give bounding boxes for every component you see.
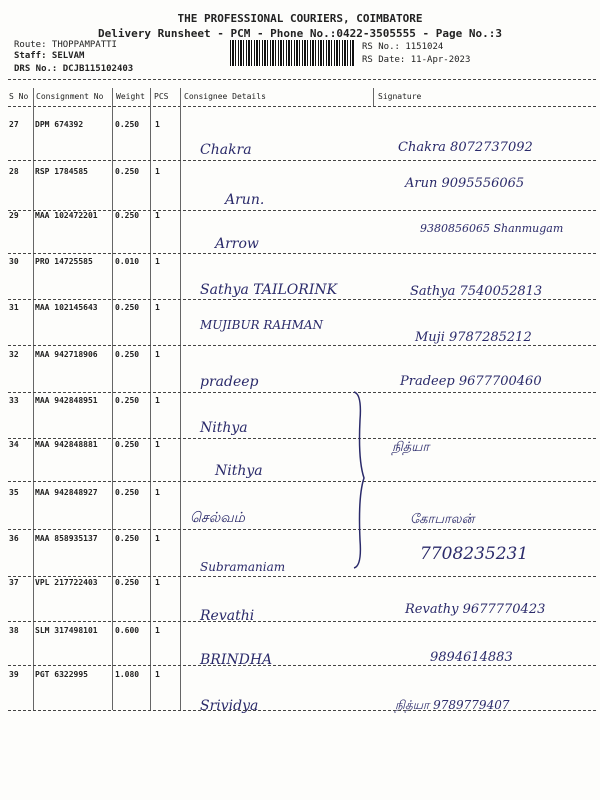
row-weight: 0.250 (115, 120, 140, 129)
col-divider (150, 88, 151, 710)
col-header-sno: S No (9, 92, 29, 101)
consignee-name: Revathi (200, 608, 255, 624)
row-separator (8, 481, 596, 482)
row-sno: 38 (9, 626, 19, 635)
row-separator (8, 160, 596, 161)
signature: 7708235231 (420, 544, 529, 564)
col-divider (180, 88, 181, 710)
signature: நித்யா (392, 440, 430, 455)
signature: Pradeep 9677700460 (400, 374, 542, 389)
row-consignment: MAA 102145643 (35, 303, 98, 312)
barcode (230, 40, 355, 66)
row-separator (8, 576, 596, 577)
row-consignment: PRO 14725585 (35, 257, 93, 266)
row-sno: 35 (9, 488, 19, 497)
col-header-consignment: Consignment No (36, 92, 104, 101)
row-pcs: 1 (155, 350, 160, 359)
row-consignment: DPM 674392 (35, 120, 84, 129)
row-sno: 29 (9, 211, 19, 220)
row-pcs: 1 (155, 488, 160, 497)
row-weight: 0.250 (115, 578, 140, 587)
consignee-name: Subramaniam (200, 560, 286, 574)
row-separator (8, 392, 596, 393)
staff-label: Staff: SELVAM (14, 51, 85, 61)
row-weight: 1.080 (115, 670, 140, 679)
col-header-consignee: Consignee Details (184, 92, 266, 101)
header-rule-bottom (8, 106, 596, 107)
col-header-weight: Weight (116, 92, 145, 101)
row-consignment: MAA 102472201 (35, 211, 98, 220)
row-weight: 0.250 (115, 303, 140, 312)
row-separator (8, 665, 596, 666)
row-sno: 28 (9, 167, 19, 176)
row-consignment: VPL 217722403 (35, 578, 98, 587)
row-pcs: 1 (155, 578, 160, 587)
row-separator (8, 529, 596, 530)
consignee-name: Sathya TAILORINK (200, 282, 338, 298)
row-consignment: MAA 942848951 (35, 396, 98, 405)
row-sno: 37 (9, 578, 19, 587)
signature: கோபாலன் (410, 512, 475, 527)
col-header-signature: Signature (378, 92, 422, 101)
row-sno: 39 (9, 670, 19, 679)
row-consignment: MAA 942848927 (35, 488, 98, 497)
row-separator (8, 710, 596, 711)
consignee-name: Nithya (200, 420, 248, 436)
row-pcs: 1 (155, 670, 160, 679)
rs-no-label: RS No.: 1151024 (362, 42, 444, 52)
row-pcs: 1 (155, 211, 160, 220)
consignee-name: BRINDHA (200, 652, 273, 668)
row-consignment: MAA 858935137 (35, 534, 98, 543)
consignee-name: Chakra (200, 142, 252, 158)
consignee-name: Arrow (215, 236, 259, 252)
row-pcs: 1 (155, 626, 160, 635)
consignee-name: Nithya (215, 463, 263, 479)
signature: 9894614883 (430, 650, 513, 665)
row-weight: 0.250 (115, 488, 140, 497)
rs-date-label: RS Date: 11-Apr-2023 (362, 55, 471, 65)
row-pcs: 1 (155, 440, 160, 449)
row-separator (8, 438, 596, 439)
signature: Muji 9787285212 (415, 330, 532, 345)
route-label: Route: THOPPAMPATTI (14, 40, 117, 50)
consignee-name: செல்வம் (190, 510, 245, 526)
row-separator (8, 253, 596, 254)
signature: Sathya 7540052813 (410, 284, 543, 299)
row-pcs: 1 (155, 534, 160, 543)
row-weight: 0.010 (115, 257, 140, 266)
signature: நித்யா 9789779407 (395, 698, 510, 712)
row-pcs: 1 (155, 257, 160, 266)
runsheet-subtitle: Delivery Runsheet - PCM - Phone No.:0422-3505555 - Page No.:3 (98, 27, 502, 40)
row-sno: 36 (9, 534, 19, 543)
row-consignment: SLM 317498101 (35, 626, 98, 635)
row-consignment: RSP 1784585 (35, 167, 88, 176)
row-sno: 34 (9, 440, 19, 449)
row-weight: 0.250 (115, 211, 140, 220)
signature: Chakra 8072737092 (398, 140, 533, 155)
company-title: THE PROFESSIONAL COURIERS, COIMBATORE (177, 12, 423, 25)
consignee-name: Srividya (200, 698, 259, 714)
curly-brace-mark (350, 390, 368, 570)
row-consignment: MAA 942718906 (35, 350, 98, 359)
row-consignment: MAA 942848881 (35, 440, 98, 449)
row-pcs: 1 (155, 396, 160, 405)
row-pcs: 1 (155, 120, 160, 129)
col-header-pcs: PCS (154, 92, 169, 101)
signature: Revathy 9677770423 (405, 602, 546, 617)
row-weight: 0.250 (115, 350, 140, 359)
row-sno: 27 (9, 120, 19, 129)
row-separator (8, 299, 596, 300)
row-sno: 30 (9, 257, 19, 266)
row-consignment: PGT 6322995 (35, 670, 88, 679)
row-sno: 31 (9, 303, 19, 312)
row-sno: 33 (9, 396, 19, 405)
row-weight: 0.250 (115, 167, 140, 176)
consignee-name: pradeep (200, 374, 259, 390)
row-separator (8, 621, 596, 622)
row-weight: 0.600 (115, 626, 140, 635)
col-divider (112, 88, 113, 710)
header-rule-top (8, 79, 596, 80)
col-divider (33, 88, 34, 710)
signature: 9380856065 Shanmugam (420, 222, 564, 235)
row-sno: 32 (9, 350, 19, 359)
consignee-name: MUJIBUR RAHMAN (200, 318, 324, 332)
row-pcs: 1 (155, 167, 160, 176)
signature: Arun 9095556065 (405, 176, 525, 191)
row-weight: 0.250 (115, 440, 140, 449)
col-divider (373, 88, 374, 106)
row-weight: 0.250 (115, 396, 140, 405)
row-pcs: 1 (155, 303, 160, 312)
consignee-name: Arun. (225, 192, 265, 208)
row-weight: 0.250 (115, 534, 140, 543)
row-separator (8, 345, 596, 346)
drs-label: DRS No.: DCJB115102403 (14, 64, 134, 74)
